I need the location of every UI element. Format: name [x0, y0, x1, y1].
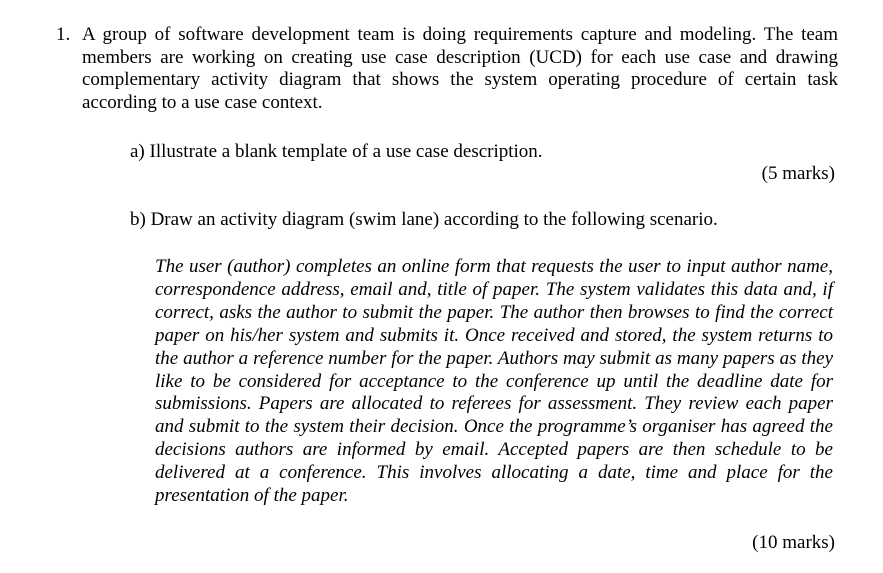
part-a-marks: (5 marks) — [761, 163, 835, 184]
part-a-text: a) Illustrate a blank template of a use case description. — [130, 141, 543, 162]
question-number: 1. — [56, 24, 71, 45]
scenario-text: The user (author) completes an online form that requests the user to input author name, correspondence address, email and, title of paper. The system validates this data and, if correct, asks the author to submit the paper. The author then browses to find the correct paper on his/her system and submits it. Once received and stored, the system returns to the author a reference number for the paper. Authors may submit as many papers as they like to be considered for acceptance to the conference up until the deadline date for submissions. Papers are allocated to referees for assessment. They review each paper and submit to the system their decision. Once the programme’s organiser has agreed the decisions authors are informed by email. Accepted papers are then schedule to be delivered at a conference. This involves allocating a date, time and place for the presentation of the paper. — [155, 256, 833, 507]
part-b-text: b) Draw an activity diagram (swim lane) according to the following scenario. — [130, 209, 718, 230]
part-b-marks: (10 marks) — [752, 532, 835, 553]
question-text: A group of software development team is doing requirements capture and modeling. The team members are working on creating use case description (UCD) for each use case and drawing complementary activity diagram that shows the system operating procedure of certain task according to a use case context. — [82, 24, 838, 113]
